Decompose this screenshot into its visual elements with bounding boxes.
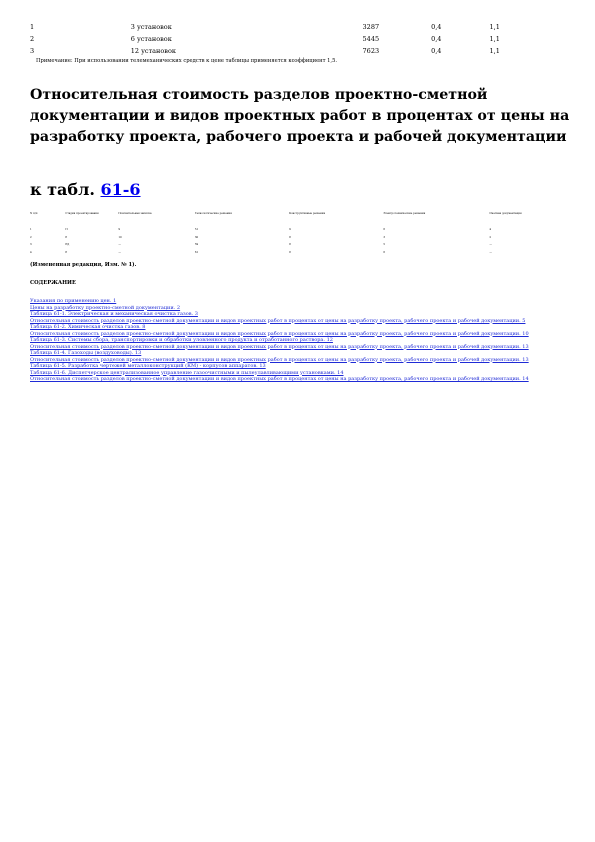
table-row <box>30 243 560 251</box>
table-cell: 10 <box>118 235 122 239</box>
toc-link[interactable]: Таблица 61-1. Электрическая и механическая очистка газов. 3 <box>30 311 198 317</box>
table-cell: 61 <box>194 250 199 254</box>
toc-link[interactable]: Цены на разработку проектно-сметной документации. 2 <box>30 304 181 311</box>
toc-item <box>30 376 570 383</box>
column-header: Технологические решения <box>194 212 232 215</box>
column-header: Стадия проектирования <box>65 212 99 215</box>
column-header: Пояснительная записка <box>118 212 152 215</box>
column-header: Сметная документация <box>489 212 522 215</box>
table-of-contents <box>30 298 570 383</box>
table-cell: 8 <box>289 235 291 239</box>
table-cell: — <box>489 250 492 254</box>
toc-link[interactable]: Таблица 61-3. Системы сбора, транспортировки и обработки уловленного продукта и отработанного раствора. 12 <box>30 337 333 343</box>
table-cell: 5445 <box>362 35 380 43</box>
table-row <box>30 45 550 57</box>
table-cell: 6 <box>383 228 385 231</box>
table-cell: 3 <box>30 47 35 55</box>
table-row <box>30 251 560 259</box>
table-link[interactable]: 61-6 <box>100 180 141 199</box>
table-cell: П <box>65 228 68 231</box>
toc-link[interactable]: Относительная стоимость разделов проектно-сметной документации и видов проектных работ в процентах от цены на разработку проекта, рабочего проекта и рабочей документации. 13 <box>30 356 529 363</box>
table-cell: 4 <box>30 250 32 254</box>
toc-link[interactable]: Относительная стоимость разделов проектно-сметной документации и видов проектных работ в процентах от цены на разработку проекта, рабочего проекта и рабочей документации. 10 <box>30 330 529 337</box>
table-cell: 59 <box>194 243 199 246</box>
table-cell: 3 установок <box>130 23 172 31</box>
column-header: N п/п <box>30 212 38 215</box>
table-cell: 7623 <box>362 47 380 55</box>
section-heading: Относительная стоимость разделов проектно-сметной документации и видов проектных работ в процентах от цены на разработку проекта, рабочего проекта и рабочей документации <box>30 87 570 145</box>
toc-link[interactable]: Относительная стоимость разделов проектно-сметной документации и видов проектных работ в процентах от цены на разработку проекта, рабочего проекта и рабочей документации. 13 <box>30 343 529 350</box>
table-cell: Р <box>65 235 68 239</box>
table-row <box>30 236 560 244</box>
table-cell: 3 <box>30 243 32 246</box>
table-cell: 2 <box>489 235 491 239</box>
table-cell: 1 <box>30 23 35 31</box>
table-cell: 2 <box>30 35 35 43</box>
table-cell: 1,1 <box>489 23 500 31</box>
table-cell: 4 <box>489 228 491 231</box>
table-cell: 8 <box>289 250 291 254</box>
table-reference-prefix: к табл. <box>30 180 101 199</box>
table-cell: 2 <box>30 235 32 239</box>
table-cell: 51 <box>194 228 199 231</box>
table-cell: — <box>118 243 121 246</box>
table-cell: Р <box>65 250 68 254</box>
column-header: Электротехнические решения <box>383 212 426 215</box>
table-cell: 1,1 <box>489 35 500 43</box>
table-cell: 9 <box>118 228 120 231</box>
table-cell: 30 <box>194 235 199 239</box>
table-cell: 3 <box>383 235 385 239</box>
table-note: Примечание: При использовании телемеханических средств к цене таблицы применяется коэффициент 1,5. <box>36 58 338 64</box>
toc-link[interactable]: Относительная стоимость разделов проектно-сметной документации и видов проектных работ в процентах от цены на разработку проекта, рабочего проекта и рабочей документации. 5 <box>30 317 526 324</box>
table-row <box>30 228 560 236</box>
table-header-row <box>30 212 560 228</box>
table-cell: 12 установок <box>130 47 176 55</box>
top-table <box>30 21 550 57</box>
toc-link[interactable]: Таблица 61-5. Разработка чертежей металлоконструкций (КМ) - корпусов аппаратов. 13 <box>30 363 266 369</box>
toc-link[interactable]: Относительная стоимость разделов проектно-сметной документации и видов проектных работ в процентах от цены на разработку проекта, рабочего проекта и рабочей документации. 14 <box>30 376 529 382</box>
toc-link[interactable]: Таблица 61-4. Газоходы (воздуховоды). 13 <box>30 350 142 356</box>
table-cell: 1,1 <box>489 47 500 55</box>
table-cell: 9 <box>289 228 291 231</box>
table-cell: — <box>489 243 492 246</box>
edition-note: (Измененная редакция, Изм. № 1). <box>30 262 137 268</box>
table-cell: 0,4 <box>431 23 442 31</box>
table-cell: 6 установок <box>130 35 172 43</box>
table-row <box>30 21 550 33</box>
table-cell: 0,4 <box>431 35 442 43</box>
contents-title: СОДЕРЖАНИЕ <box>30 280 76 286</box>
table-cell: 5 <box>383 243 385 246</box>
table-cell: 0,4 <box>431 47 442 55</box>
table-row <box>30 33 550 45</box>
table-cell: 6 <box>383 250 385 254</box>
toc-link[interactable]: Таблица 61-6. Диспетчерское централизованное управление газоочистными и пылеулавливающими установками. 14 <box>30 369 344 376</box>
toc-link[interactable]: Указания по применению цен. 1 <box>30 298 117 304</box>
table-reference <box>30 180 141 200</box>
percent-table <box>30 212 560 258</box>
table-cell: — <box>118 250 121 254</box>
table-cell: РД <box>65 243 70 246</box>
toc-link[interactable]: Таблица 61-2. Химическая очистка газов. 8 <box>30 324 146 330</box>
table-cell: 1 <box>30 228 32 231</box>
column-header: Конструктивные решения <box>289 212 326 215</box>
table-cell: 3287 <box>362 23 380 31</box>
table-cell: 8 <box>289 243 291 246</box>
